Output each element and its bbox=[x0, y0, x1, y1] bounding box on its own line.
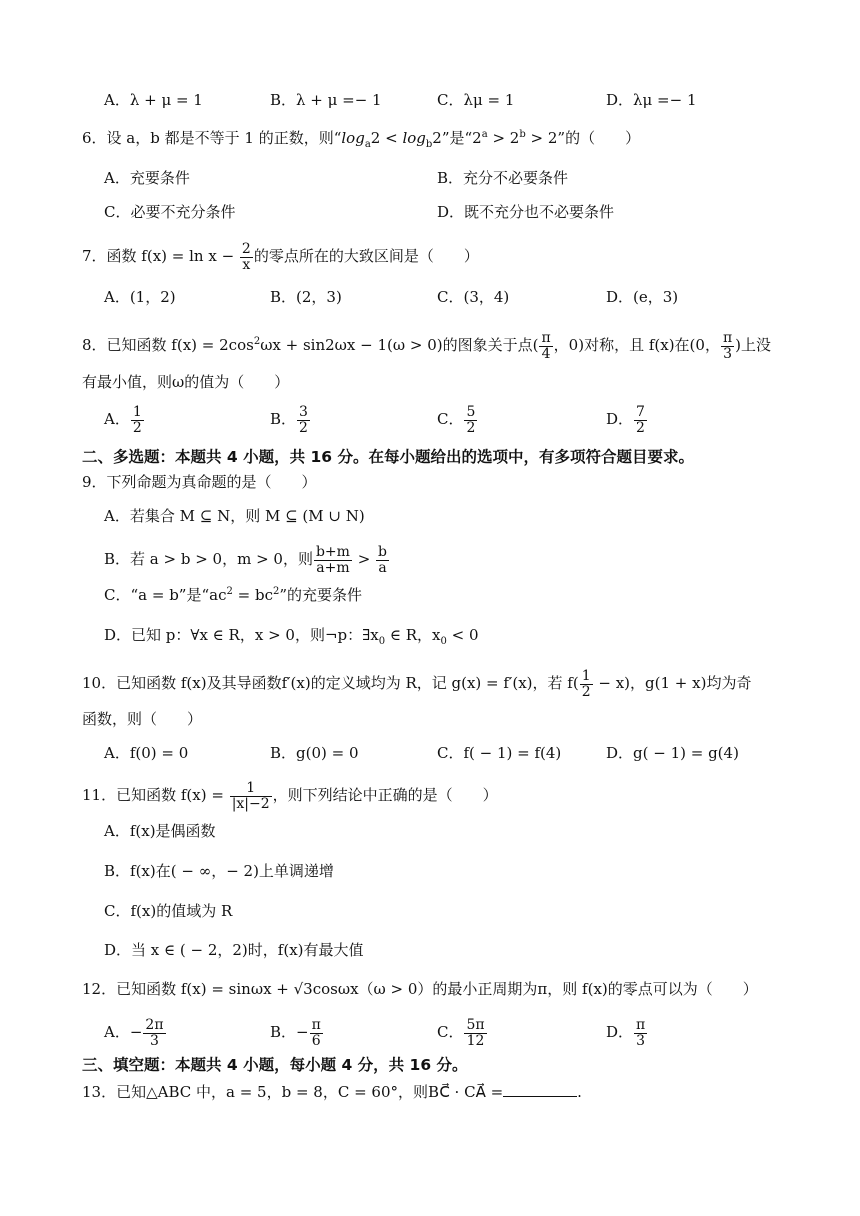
q12-option-d: D． $\frac{\pi}{3}$ bbox=[606, 1017, 646, 1049]
q6-option-b: B．充分不必要条件 bbox=[437, 169, 569, 187]
q8-stem: 8．已知函数 $f(x) = 2\cos^2\omega x + \sin 2\omega x - 1(\omega > 0)$的图象关于点( $\frac{\pi}{4}$ ，0)对称，且 f(x)在(0， $\frac{\pi}{3}$ )上没 bbox=[82, 330, 772, 362]
q9-option-a: A．若集合 M ⊆ N，则 M ⊆ (M ∪ N) bbox=[104, 507, 365, 525]
q8-option-a: A． $\frac{1}{2}$ bbox=[104, 404, 142, 436]
q8-option-b: B． $\frac{3}{2}$ bbox=[270, 404, 308, 436]
q6-option-d: D．既不充分也不必要条件 bbox=[437, 203, 615, 221]
q6-option-c: C．必要不充分条件 bbox=[104, 203, 236, 221]
q12-option-a: A．− $\frac{2\pi}{3}$ bbox=[104, 1017, 164, 1049]
q9-option-d: D．已知 p：∀x ∈ R，x > 0，则¬p：$\exists x_0$ ∈ R，$x_0 < 0$ bbox=[104, 626, 479, 647]
q9-stem: 9．下列命题为真命题的是（ ） bbox=[82, 473, 317, 491]
q12-option-c: C． $\frac{5\pi}{12}$ bbox=[437, 1017, 485, 1049]
q7-stem: 7．函数 f(x) = ln x − $\frac{2}{x}$ 的零点所在的大致区间是（ ） bbox=[82, 241, 479, 273]
q13-stem: 13．已知△ABC 中，a = 5，b = 8，C = 60°，则BC⃗ · CA⃗ = . bbox=[82, 1083, 582, 1101]
q9-option-b: B．若 a > b > 0，m > 0，则 $\frac{b+m}{a+m}$ > $\frac{b}{a}$ bbox=[104, 544, 388, 576]
q10-option-c: C．f( − 1) = f(4) bbox=[437, 744, 562, 762]
q10-option-a: A．f(0) = 0 bbox=[104, 744, 189, 762]
q10-option-d: D．g( − 1) = g(4) bbox=[606, 744, 739, 762]
section-heading-fill-in: 三、填空题：本题共 4 小题，每小题 4 分，共 16 分。 bbox=[82, 1056, 468, 1074]
q11-option-d: D．当 x ∈ ( − 2，2)时，f(x)有最大值 bbox=[104, 941, 364, 959]
q5-option-b: B．λ + μ =− 1 bbox=[270, 91, 382, 109]
q11-option-b: B．f(x)在( − ∞，− 2)上单调递增 bbox=[104, 862, 334, 880]
q6-option-a: A．充要条件 bbox=[104, 169, 190, 187]
q11-option-a: A．f(x)是偶函数 bbox=[104, 822, 216, 840]
q8-stem-line2: 有最小值，则ω的值为（ ） bbox=[82, 373, 290, 391]
q9-option-c: C．“a = b”是“$ac^2 = bc^2$”的充要条件 bbox=[104, 586, 363, 604]
q7-option-a: A．(1，2) bbox=[104, 288, 176, 306]
q10-stem: 10．已知函数 f(x)及其导函数f′(x)的定义域均为 R，记 g(x) = f′(x)，若 f( $\frac{1}{2}$ − x)，g(1 + x)均为奇 bbox=[82, 668, 752, 700]
q7-fraction: $\frac{2}{x}$ bbox=[241, 241, 251, 273]
q5-option-c: C．λμ = 1 bbox=[437, 91, 515, 109]
section-heading-multiple-choice: 二、多选题：本题共 4 小题，共 16 分。在每小题给出的选项中，有多项符合题目要求。 bbox=[82, 448, 694, 466]
q7-option-d: D．(e，3) bbox=[606, 288, 679, 306]
answer-blank bbox=[503, 1082, 577, 1097]
q12-option-b: B．− $\frac{\pi}{6}$ bbox=[270, 1017, 321, 1049]
q12-stem: 12．已知函数 f(x) = sinωx + √3cosωx（ω > 0）的最小正周期为π，则 f(x)的零点可以为（ ） bbox=[82, 980, 758, 998]
q10-stem-line2: 函数，则（ ） bbox=[82, 710, 203, 728]
q5-option-d: D．λμ =− 1 bbox=[606, 91, 697, 109]
q11-stem: 11．已知函数 f(x) = $\frac{1}{|x|-2}$ ，则下列结论中正确的是（ ） bbox=[82, 780, 498, 812]
q6-stem: 6．设 a，b 都是不等于 1 的正数，则“$\log_a2 < \log_b2$”是“$2^a > 2^b > 2$”的（ ） bbox=[82, 129, 641, 150]
q8-option-d: D． $\frac{7}{2}$ bbox=[606, 404, 645, 436]
q11-option-c: C．f(x)的值域为 R bbox=[104, 902, 233, 920]
q5-option-a: A．λ + μ = 1 bbox=[104, 91, 203, 109]
q8-option-c: C． $\frac{5}{2}$ bbox=[437, 404, 476, 436]
q10-option-b: B．g(0) = 0 bbox=[270, 744, 359, 762]
q7-option-b: B．(2，3) bbox=[270, 288, 342, 306]
q7-option-c: C．(3，4) bbox=[437, 288, 510, 306]
